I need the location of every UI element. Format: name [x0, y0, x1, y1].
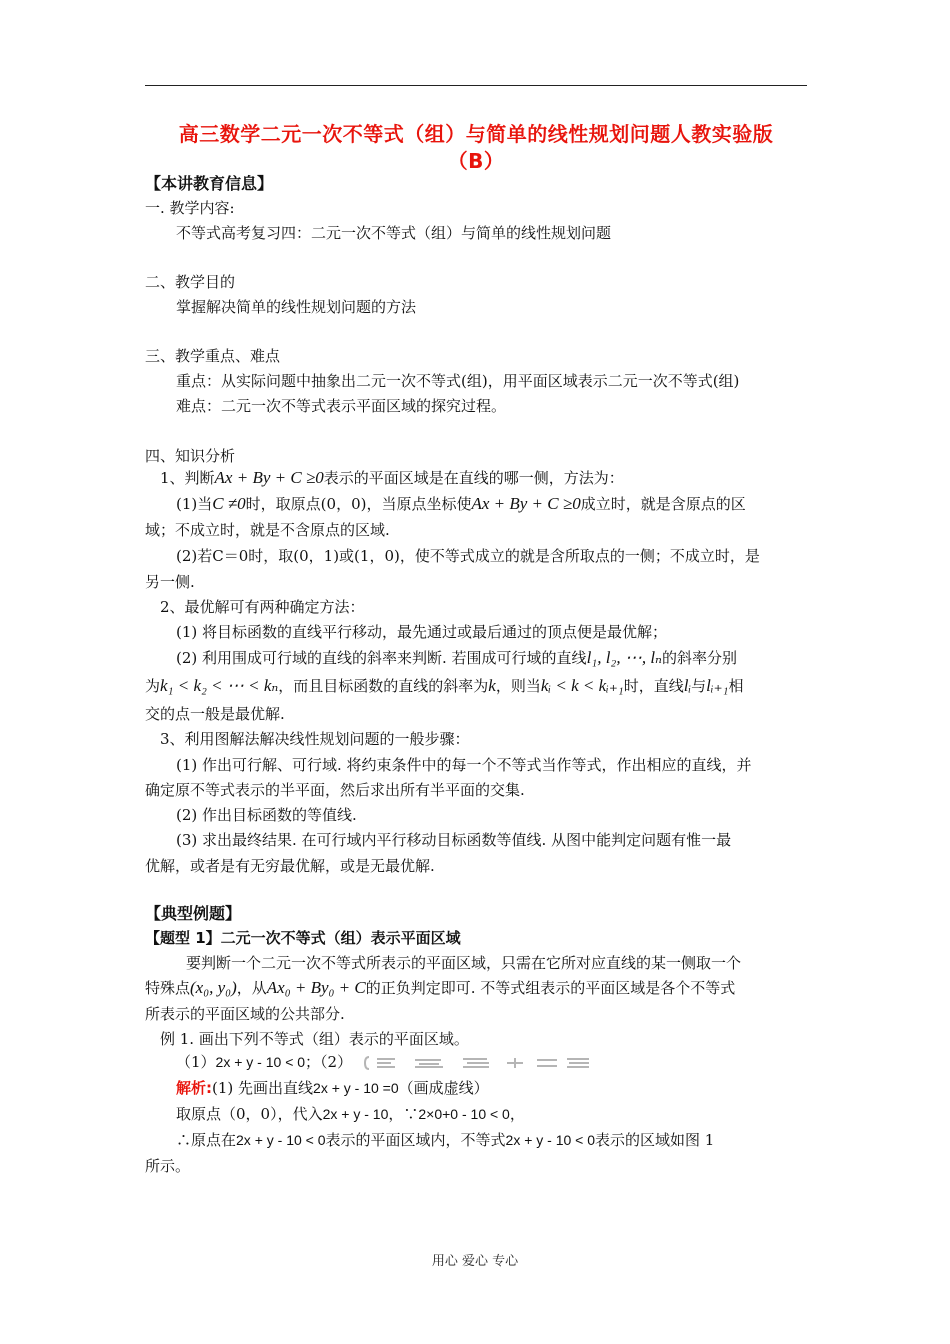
knowledge-1-case-2-cont: 另一侧. [145, 573, 195, 591]
goal-text: 掌握解决简单的线性规划问题的方法 [176, 298, 417, 316]
knowledge-2-method-2: (2) 利用围成可行域的直线的斜率来判断. 若围成可行域的直线l₁, l₂, ⋯, lₙ的斜率分别 [176, 648, 737, 667]
type-1-intro-cont: 特殊点(x₀, y₀)，从Ax₀ + By₀ + C的正负判定即可. 不等式组表示的平面区域是各个不等式 [145, 978, 736, 997]
knowledge-3-step-1-cont: 确定原不等式表示的半平面，然后求出所有半平面的交集. [145, 781, 525, 799]
knowledge-3-step-3: (3) 求出最终结果. 在可行域内平行移动目标函数等值线. 从图中能判定问题有惟一最 [176, 831, 732, 849]
header-rule [145, 85, 807, 86]
section-heading-info: 【本讲教育信息】 [145, 174, 274, 193]
knowledge-2-method-1: (1) 将目标函数的直线平行移动，最先通过或最后通过的顶点便是最优解； [176, 623, 668, 641]
example-1-questions: （1）2x + y - 10 < 0；（2） [176, 1052, 593, 1072]
knowledge-3-step-3-cont: 优解，或者是有无穷最优解，或是无最优解. [145, 857, 435, 875]
knowledge-3-step-2: (2) 作出目标函数的等值线. [176, 806, 357, 824]
knowledge-1-case-1-cont: 域；不成立时，就是不含原点的区域. [145, 521, 390, 539]
solution-line-3: ∴原点在2x + y - 10 < 0表示的平面区域内，不等式2x + y - 10 < 0表示的区域如图 1 [176, 1131, 715, 1149]
keypoint-text: 重点：从实际问题中抽象出二元一次不等式(组)，用平面区域表示二元一次不等式(组) [176, 372, 740, 390]
page-footer: 用心 爱心 专心 [431, 1254, 519, 1269]
section-heading-examples: 【典型例题】 [145, 904, 242, 923]
heading-analysis: 四、知识分析 [145, 447, 236, 465]
knowledge-2-method-2-cont: 为k₁ < k₂ < ⋯ < kₙ，而且目标函数的直线的斜率为k，则当kᵢ < k < kᵢ₊₁时，直线lᵢ与lᵢ₊₁相 [145, 676, 744, 695]
document-title-suffix: （B） [447, 149, 505, 173]
inequality-system-image [363, 1055, 593, 1071]
heading-keypoints: 三、教学重点、难点 [145, 347, 281, 365]
difficulty-text: 难点：二元一次不等式表示平面区域的探究过程。 [176, 397, 507, 415]
solution-line-4: 所示。 [145, 1157, 191, 1175]
knowledge-2-method-2-end: 交的点一般是最优解. [145, 705, 285, 723]
heading-goal: 二、教学目的 [145, 273, 236, 291]
example-1-heading: 例 1. 画出下列不等式（组）表示的平面区域。 [160, 1030, 469, 1048]
knowledge-point-1: 1、判断Ax + By + C ≥0表示的平面区域是在直线的哪一侧，方法为： [160, 468, 624, 487]
document-title: 高三数学二元一次不等式（组）与简单的线性规划问题人教实验版 [178, 122, 774, 146]
knowledge-1-case-2: (2)若C＝0时，取(0，1)或(1，0)，使不等式成立的就是含所取点的一侧；不成立时，是 [176, 547, 760, 565]
knowledge-1-case-1: (1)当C ≠0时，取原点(0，0)，当原点坐标使Ax + By + C ≥0成立时，就是含原点的区 [176, 494, 746, 513]
knowledge-point-3: 3、利用图解法解决线性规划问题的一般步骤： [160, 730, 470, 748]
type-1-heading: 【题型 1】二元一次不等式（组）表示平面区域 [145, 929, 461, 947]
knowledge-3-step-1: (1) 作出可行解、可行域. 将约束条件中的每一个不等式当作等式，作出相应的直线，并 [176, 756, 752, 774]
content-text: 不等式高考复习四：二元一次不等式（组）与简单的线性规划问题 [176, 224, 612, 242]
type-1-intro-end: 所表示的平面区域的公共部分. [145, 1005, 345, 1023]
solution-line-1: 解析:(1) 先画出直线2x + y - 10 =0（画成虚线） [176, 1079, 489, 1097]
knowledge-point-2: 2、最优解可有两种确定方法： [160, 598, 365, 616]
solution-line-2: 取原点（0，0），代入2x + y - 10，∵2×0+0 - 10 < 0， [176, 1105, 525, 1123]
type-1-intro: 要判断一个二元一次不等式所表示的平面区域，只需在它所对应直线的某一侧取一个 [186, 954, 742, 972]
solution-label: 解析: [176, 1079, 212, 1097]
heading-content: 一. 教学内容: [145, 199, 235, 217]
